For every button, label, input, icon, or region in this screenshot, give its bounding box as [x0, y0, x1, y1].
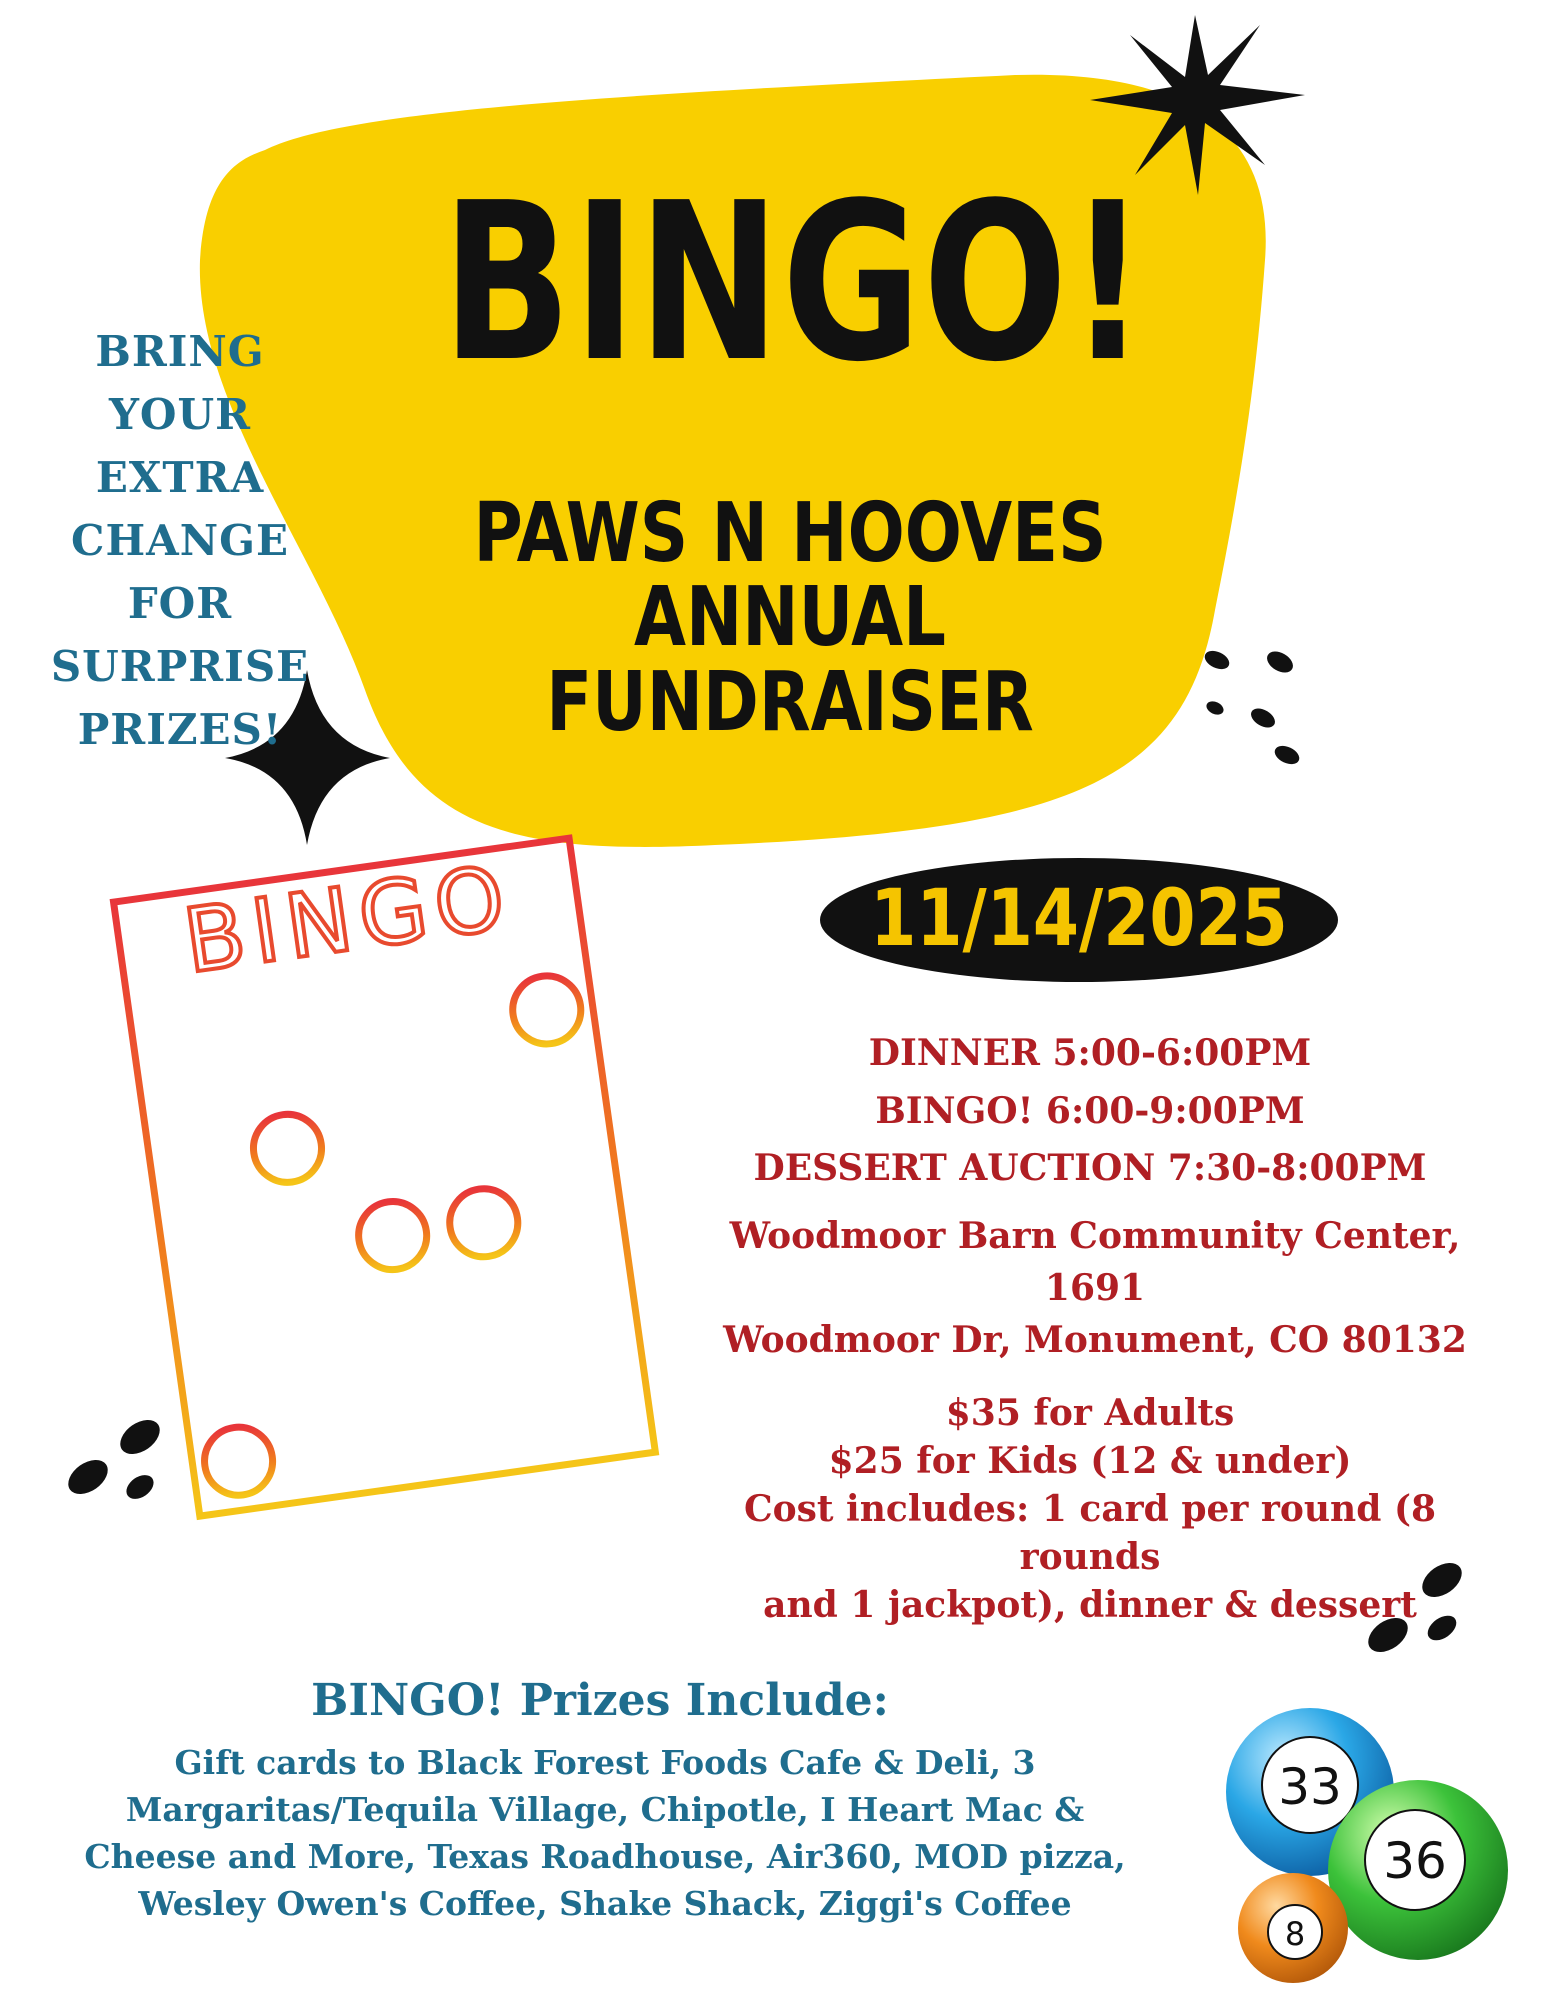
- venue-line: Woodmoor Dr, Monument, CO 80132: [723, 1319, 1467, 1362]
- event-date: 11/14/2025: [870, 874, 1288, 964]
- pricing-line: $25 for Kids (12 & under): [828, 1439, 1352, 1482]
- bingo-ball-orange: [1238, 1873, 1348, 1983]
- schedule: [710, 1025, 1470, 1198]
- prizes-line: Wesley Owen's Coffee, Shake Shack, Ziggi's Coffee: [138, 1883, 1072, 1923]
- ball-number: 8: [1284, 1915, 1306, 1953]
- bingo-card-illustration: [100, 810, 700, 1550]
- bingo-ball-green: [1328, 1780, 1508, 1960]
- prizes-line: Margaritas/Tequila Village, Chipotle, I Heart Mac &: [125, 1789, 1085, 1829]
- pricing-line: $35 for Adults: [945, 1392, 1235, 1434]
- pricing-line: and 1 jackpot), dinner & dessert: [763, 1583, 1417, 1626]
- side-note-line: CHANGE FOR: [71, 516, 289, 628]
- schedule-line: DINNER 5:00-6:00PM: [868, 1032, 1312, 1074]
- subtitle-line: ANNUAL FUNDRAISER: [546, 570, 1034, 750]
- schedule-line: DESSERT AUCTION 7:30-8:00PM: [753, 1147, 1427, 1190]
- dots-decoration-icon: [1195, 640, 1315, 770]
- venue-address: [690, 1210, 1500, 1367]
- flyer-subtitle: [413, 486, 1167, 750]
- prizes-line: Cheese and More, Texas Roadhouse, Air360, MOD pizza,: [84, 1836, 1126, 1876]
- prizes-list: [80, 1740, 1130, 1927]
- side-note-line: PRIZES!: [77, 705, 283, 754]
- side-note: [20, 320, 340, 761]
- ball-number: 33: [1278, 1758, 1342, 1816]
- side-note-line: SURPRISE: [50, 642, 310, 691]
- prizes-heading: BINGO! Prizes Include:: [311, 1675, 889, 1726]
- pricing: [680, 1390, 1500, 1629]
- ball-number: 36: [1383, 1832, 1447, 1890]
- schedule-line: BINGO! 6:00-9:00PM: [875, 1089, 1305, 1132]
- venue-line: Woodmoor Barn Community Center, 1691: [729, 1215, 1461, 1310]
- flyer-title: BINGO!: [441, 157, 1149, 410]
- side-note-line: BRING YOUR: [95, 327, 265, 439]
- bingo-balls-illustration: [1215, 1700, 1515, 1990]
- pricing-line: Cost includes: 1 card per round (8 rounds: [743, 1487, 1437, 1578]
- subtitle-line: PAWS N HOOVES: [473, 486, 1107, 581]
- side-note-line: EXTRA: [95, 453, 265, 502]
- bingo-card-label: BINGO: [177, 845, 519, 994]
- prizes-line: Gift cards to Black Forest Foods Cafe & Deli, 3: [174, 1743, 1036, 1782]
